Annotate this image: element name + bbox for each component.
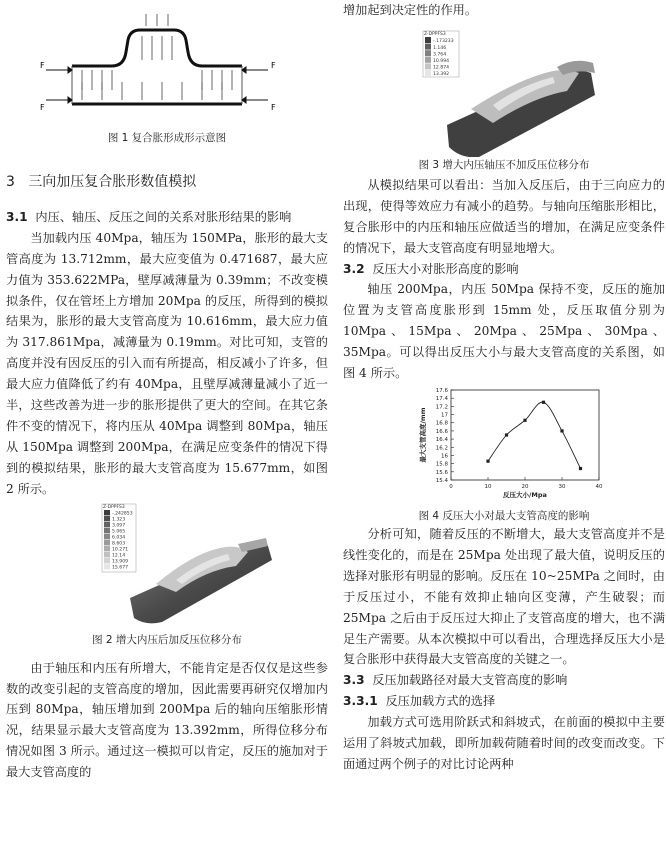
section-3-heading [6, 172, 328, 193]
x-axis-label: 反压大小/Mpa [503, 490, 547, 499]
figure-2 [6, 500, 328, 650]
legend-value: 6.034 [112, 535, 126, 541]
legend-value: 15.677 [112, 565, 129, 571]
legend-swatch [425, 50, 431, 56]
y-tick-label: 15.6 [435, 469, 448, 476]
force-label: F [271, 103, 276, 112]
y-tick-label: 16.6 [435, 428, 448, 435]
paragraph-1: 当加载内压 40Mpa，轴压为 150MPa，胀形的最大支管高度为 13.712mm，最大应变值为 0.471687，最大应力值为 353.622MPa，壁厚减薄量为 0.39mm；不改变模拟条件，仅在管坯上方增加 20Mpa 的反压，所得到的模拟结果为，胀形的最大支管高度为 10.616mm，最大应力值为 317.861Mpa，减薄量为 0.19mm。对比可知，支管的高度并没有因反压的引入而有所提高，相反减小了许多，但最大应力值降低了约有 40Mpa，且壁厚减薄量减小了近一半，这些改善为进一步的胀形提供了更大的空间。在其它条件不变的情况下，将内压从 40Mpa 调整到 80Mpa，轴压从 150Mpa 调整到 200Mpa，在满足应变条件的情况下得到的模拟结果，胀形的最大支管高度为 15.677mm，如图 2 所示。 [6, 230, 328, 496]
legend-value: 10.271 [112, 547, 129, 553]
section-3-1-heading [6, 207, 328, 228]
legend-value: 12.874 [433, 65, 450, 71]
legend-value: 13.909 [112, 559, 129, 565]
legend-value: 3.764 [433, 52, 447, 58]
x-tick-label: 20 [521, 483, 529, 490]
section-3-3-title: 反压加载路径对最大支管高度的影响 [372, 673, 568, 688]
paragraph-5: 分析可知，随着反压的不断增大，最大支管高度并不是线性变化的，而是在 25Mpa 处出现了最大值，说明反压的选择对胀形有明显的影响。反压在 10~25MPa 之间时，由于反压过小，不能有效抑止轴向区变薄，产生破裂；而 25Mpa 之后由于反压过大抑止了支管高度的增大，也不满足生产需要。从本次模拟中可以看出，合理选择反压大小是复合胀形中获得最大支管高度的关键之一。 [343, 526, 665, 667]
figure-3-caption: 图 3 增大内压轴压不加反压位移分布 [418, 158, 590, 171]
legend-value: 3.097 [112, 523, 126, 529]
legend-swatch [104, 534, 110, 539]
section-3-3-1-heading [343, 691, 665, 712]
data-point [486, 460, 489, 463]
data-point [560, 429, 563, 432]
legend-swatch [104, 510, 110, 515]
figure-3-fem-plot [343, 21, 665, 157]
y-tick-label: 15.4 [435, 477, 448, 484]
y-axis-label: 最大支管高度/mm [419, 407, 427, 463]
y-tick-label: 17 [441, 412, 448, 419]
section-3-3-number: 3.3 [343, 673, 365, 688]
figure-4-chart [343, 384, 665, 510]
legend-value: 13.392 [433, 72, 450, 78]
legend-swatch [104, 546, 110, 551]
legend-value: 1.146 [433, 45, 447, 51]
y-tick-label: 16.8 [435, 420, 448, 427]
section-3-3-1-number: 3.3.1 [343, 694, 378, 709]
section-3-2-heading [343, 259, 665, 280]
section-3-3-heading [343, 670, 665, 691]
legend-swatch [425, 70, 431, 76]
figure-2-fem-plot [6, 500, 328, 628]
data-point [505, 433, 508, 436]
legend-value: -.242853 [112, 511, 133, 517]
section-3-title: 三向加压复合胀形数值模拟 [28, 174, 197, 190]
section-3-3-1-title: 反压加载方式的选择 [385, 694, 496, 709]
y-tick-label: 15.8 [435, 461, 448, 468]
paragraph-2-continued: 增加起到决定性的作用。 [343, 3, 478, 17]
y-tick-label: 17.6 [435, 387, 448, 394]
series-line [488, 402, 581, 468]
legend-swatch [104, 552, 110, 557]
figure-3 [343, 21, 665, 175]
right-column [343, 0, 665, 775]
legend-swatch [104, 516, 110, 521]
y-tick-label: 16 [441, 453, 448, 460]
figure-2-caption: 图 2 增大内压后加反压位移分布 [92, 633, 242, 646]
figure-1 [6, 0, 328, 150]
section-3-2-number: 3.2 [343, 261, 365, 276]
section-3-1-number: 3.1 [6, 209, 28, 224]
figure-4 [343, 384, 665, 524]
legend-swatch [425, 37, 431, 43]
legend-value: 5.065 [112, 529, 126, 535]
force-label: F [40, 61, 45, 70]
section-3-2-title: 反压大小对胀形高度的影响 [372, 261, 519, 276]
legend-swatch [104, 528, 110, 533]
fig2-legend-title: Z-DPPFS3 [103, 504, 125, 510]
legend-swatch [104, 558, 110, 563]
legend-value: 10.994 [433, 58, 450, 64]
left-column [6, 0, 328, 783]
paragraph-6: 加载方式可选用阶跃式和斜坡式，在前面的模拟中主要运用了斜坡式加载，即所加载荷随着时间的改变而改变。下面通过两个例子的对比讨论两种 [343, 715, 665, 771]
legend-value: -.173233 [433, 39, 454, 45]
figure-1-diagram [6, 0, 328, 125]
legend-swatch [104, 522, 110, 527]
data-point [523, 419, 526, 422]
paragraph-2: 由于轴压和内压有所增大，不能肯定是否仅仅是这些参数的改变引起的支管高度的增加，因此需要再研究仅增加内压到 80Mpa，轴压增加到 200Mpa 后的轴向压缩胀形情况，结果显示最大支管高度为 13.392mm，所得位移分布情况如图 3 所示。通过这一模拟可以肯定，反压的施加对于最大支管高度的 [6, 660, 328, 780]
x-tick-label: 30 [558, 483, 566, 490]
legend-swatch [425, 44, 431, 50]
legend-swatch [425, 63, 431, 69]
paragraph-3: 从模拟结果可以看出：当加入反压后，由于三向应力的出现，使得等效应力有减小的趋势。与轴向压缩胀形相比，复合胀形中的内压和轴压应做适当的增加，在满足应变条件的情况下，最大支管高度有明显地增大。 [343, 177, 665, 255]
legend-swatch [425, 57, 431, 63]
force-label: F [271, 61, 276, 70]
x-tick-label: 0 [449, 483, 453, 490]
legend-value: 8.603 [112, 541, 126, 547]
x-tick-label: 10 [484, 483, 492, 490]
plot-frame [451, 390, 599, 480]
section-3-1-title: 内压、轴压、反压之间的关系对胀形结果的影响 [35, 209, 292, 224]
legend-value: 12.14 [112, 553, 126, 559]
x-tick-label: 40 [595, 483, 603, 490]
paragraph-4: 轴压 200Mpa，内压 50Mpa 保持不变，反压的施加位置为支管高度胀形到 15mm 处，反压取值分别为 10Mpa、15Mpa、20Mpa、25Mpa、30Mpa、35Mpa。可以得出反压大小与最大支管高度的关系图，如图 4 所示。 [343, 282, 665, 381]
legend-value: 1.323 [112, 517, 126, 523]
figure-4-caption: 图 4 反压大小对最大支管高度的影响 [418, 509, 590, 522]
y-tick-label: 16.4 [435, 437, 448, 444]
figure-1-caption: 图 1 复合胀形成形示意图 [107, 132, 227, 144]
y-tick-label: 16.2 [435, 445, 448, 452]
y-tick-label: 17.2 [435, 404, 448, 411]
data-point [542, 401, 545, 404]
legend-swatch [104, 564, 110, 569]
force-label: F [40, 103, 45, 112]
section-3-number: 3 [6, 174, 15, 190]
y-tick-label: 17.4 [435, 396, 448, 403]
data-point [579, 467, 582, 470]
fig3-legend-title: Z-DPPFS3 [424, 31, 446, 37]
legend-swatch [104, 540, 110, 545]
